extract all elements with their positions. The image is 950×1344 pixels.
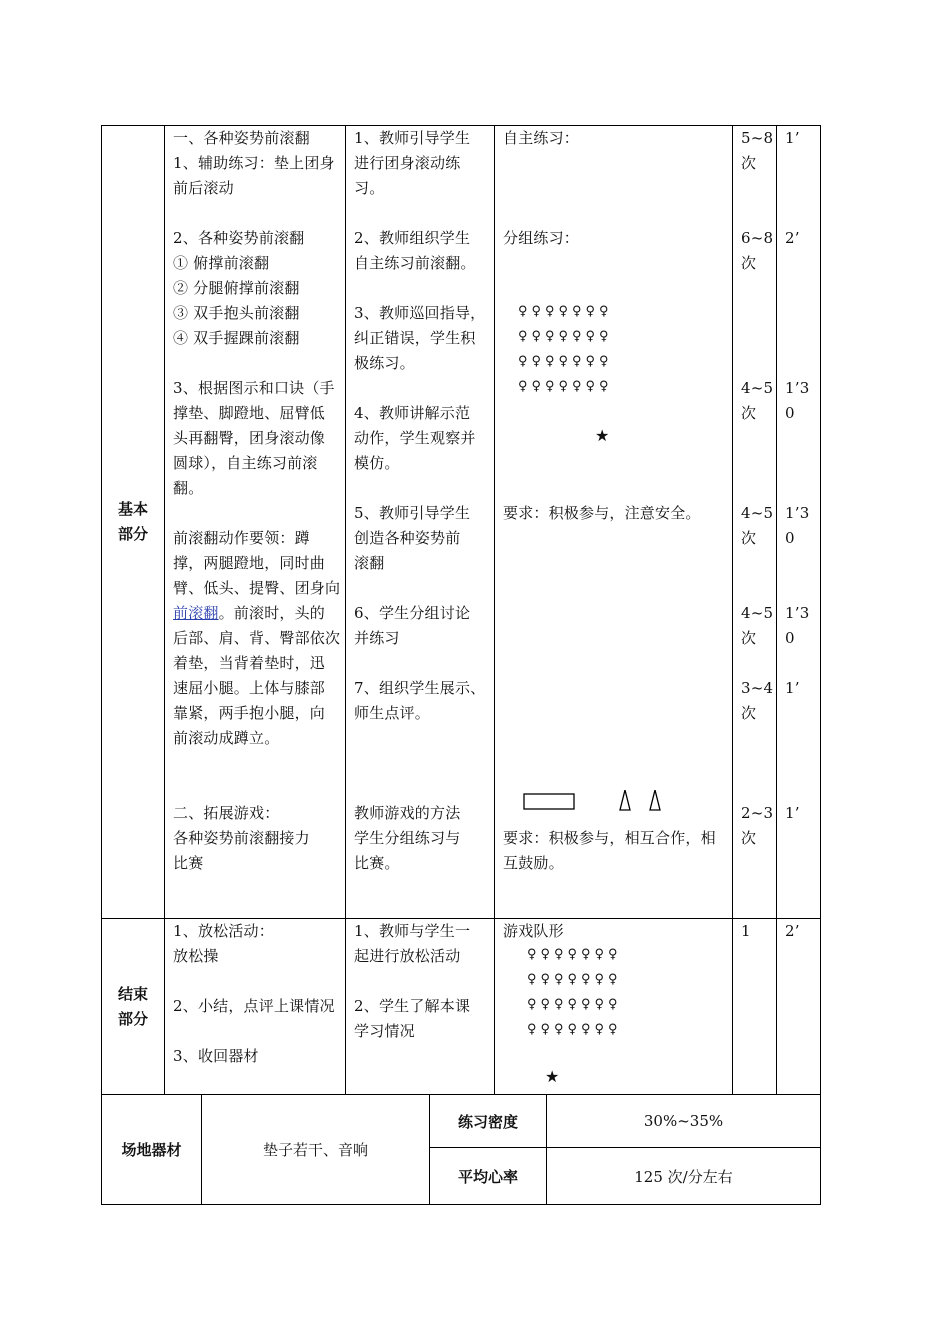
- teacher-line: 极练习。: [354, 354, 415, 372]
- formation-row: ♀♀♀♀♀♀♀: [527, 947, 622, 962]
- times-value: 次: [741, 154, 757, 172]
- teacher-line: 比赛。: [354, 854, 400, 872]
- times-value: 次: [741, 829, 757, 847]
- end-part-label: 结束 部分: [102, 919, 165, 1095]
- teacher-line: 学习情况: [354, 1022, 415, 1040]
- basic-content-cell: [165, 126, 346, 919]
- density-label: 练习密度: [430, 1095, 547, 1148]
- content-line: 前滚翻动作要领：蹲: [173, 529, 310, 547]
- content-line: ② 分腿俯撑前滚翻: [173, 279, 300, 297]
- teacher-line: 师生点评。: [354, 704, 431, 722]
- content-line: 翻。: [173, 479, 204, 497]
- content-line: 1、放松活动：: [173, 922, 274, 940]
- content-line: 靠紧，两手抱小腿，向: [173, 704, 326, 722]
- teacher-line: 并练习: [354, 629, 400, 647]
- content-line: 放松操: [173, 947, 219, 965]
- heart-rate-label: 平均心率: [430, 1148, 547, 1205]
- formation-row: ♀♀♀♀♀♀♀: [527, 997, 622, 1012]
- basic-part-row: [102, 126, 821, 919]
- teacher-line: 进行团身滚动练: [354, 154, 461, 172]
- content-line: 2、小结，点评上课情况: [173, 997, 335, 1015]
- formation-row: ♀♀♀♀♀♀♀: [518, 329, 613, 344]
- venue-summary-table: [101, 1094, 821, 1205]
- cone-icon: [620, 790, 630, 810]
- teacher-line: 3、教师巡回指导，: [354, 304, 486, 322]
- duration-value: 1’3: [785, 379, 810, 397]
- content-line: ① 俯撑前滚翻: [173, 254, 270, 272]
- formation-row: ♀♀♀♀♀♀♀: [518, 304, 613, 319]
- content-line: 3、根据图示和口诀（手: [173, 379, 335, 397]
- content-line: 速屈小腿。上体与膝部: [173, 679, 326, 697]
- basic-organization-cell: [495, 126, 733, 919]
- teacher-line: 1、教师与学生一: [354, 922, 471, 940]
- duration-value: 1’: [785, 804, 800, 822]
- teacher-line: 起进行放松活动: [354, 947, 461, 965]
- formation-row: ♀♀♀♀♀♀♀: [518, 354, 613, 369]
- forward-roll-link[interactable]: 前滚翻: [173, 604, 219, 622]
- content-line: 各种姿势前滚翻接力: [173, 829, 310, 847]
- teacher-star-icon: ★: [595, 426, 610, 445]
- teacher-line: 2、学生了解本课: [354, 997, 471, 1015]
- content-line: 二、拓展游戏：: [173, 804, 280, 822]
- teacher-line: 2、教师组织学生: [354, 229, 471, 247]
- content-line: 圆球），自主练习前滚: [173, 454, 318, 472]
- teacher-line: 习。: [354, 179, 385, 197]
- content-line: 撑垫、脚蹬地、屈臂低: [173, 404, 326, 422]
- cone-icon: [650, 790, 660, 810]
- content-line: 臂、低头、提臀、团身向: [173, 579, 341, 597]
- teacher-line: 6、学生分组讨论: [354, 604, 471, 622]
- teacher-line: 自主练习前滚翻。: [354, 254, 476, 272]
- requirement-text: 要求：积极参与，相互合作，相: [503, 829, 716, 847]
- duration-value: 2’: [785, 229, 800, 247]
- content-line: 前滚动成蹲立。: [173, 729, 280, 747]
- teacher-line: 滚翻: [354, 554, 385, 572]
- times-value: 2~3: [741, 804, 774, 822]
- end-organization-cell: [495, 919, 733, 1095]
- duration-value: 0: [785, 629, 795, 647]
- times-value: 4~5: [741, 379, 774, 397]
- times-value: 6~8: [741, 229, 774, 247]
- times-value: 5~8: [741, 129, 774, 147]
- content-line: 头再翻臀，团身滚动像: [173, 429, 326, 447]
- times-value: 4~5: [741, 604, 774, 622]
- group-practice-label: 分组练习：: [503, 229, 580, 247]
- content-line: 着垫，当背着垫时，迅: [173, 654, 326, 672]
- duration-value: 1’3: [785, 504, 810, 522]
- game-equipment-diagram: [523, 790, 673, 814]
- formation-row: ♀♀♀♀♀♀♀: [527, 972, 622, 987]
- content-line: 2、各种姿势前滚翻: [173, 229, 305, 247]
- times-value: 1: [741, 922, 751, 940]
- duration-value: 1’: [785, 129, 800, 147]
- density-value: 30%~35%: [547, 1095, 821, 1148]
- teacher-line: 模仿。: [354, 454, 400, 472]
- duration-value: 1’3: [785, 604, 810, 622]
- times-value: 次: [741, 704, 757, 722]
- basic-teacher-cell: [346, 126, 495, 919]
- end-content-cell: [165, 919, 346, 1095]
- requirement-text: 要求：积极参与，注意安全。: [503, 504, 701, 522]
- basic-times-cell: [733, 126, 777, 919]
- content-line: 撑，两腿蹬地，同时曲: [173, 554, 326, 572]
- lesson-plan-table: [101, 125, 821, 1095]
- end-teacher-cell: [346, 919, 495, 1095]
- duration-value: 0: [785, 404, 795, 422]
- content-line: 前后滚动: [173, 179, 234, 197]
- content-line: 后部、肩、背、臀部依次: [173, 629, 341, 647]
- teacher-line: 1、教师引导学生: [354, 129, 471, 147]
- content-line: 3、收回器材: [173, 1047, 259, 1065]
- basic-part-label: 基本 部分: [102, 126, 165, 919]
- end-times-cell: [733, 919, 777, 1095]
- times-value: 次: [741, 629, 757, 647]
- end-duration-cell: [777, 919, 821, 1095]
- teacher-line: 学生分组练习与: [354, 829, 461, 847]
- venue-value: 垫子若干、音响: [202, 1095, 430, 1205]
- self-practice-label: 自主练习：: [503, 129, 580, 147]
- formation-row: ♀♀♀♀♀♀♀: [518, 379, 613, 394]
- requirement-text: 互鼓励。: [503, 854, 564, 872]
- formation-row: ♀♀♀♀♀♀♀: [527, 1022, 622, 1037]
- mat-icon: [524, 794, 574, 809]
- times-value: 3~4: [741, 679, 774, 697]
- duration-value: 2’: [785, 922, 800, 940]
- content-line: ③ 双手抱头前滚翻: [173, 304, 300, 322]
- teacher-line: 7、组织学生展示、: [354, 679, 486, 697]
- content-line: 比赛: [173, 854, 204, 872]
- times-value: 次: [741, 404, 757, 422]
- times-value: 4~5: [741, 504, 774, 522]
- basic-duration-cell: [777, 126, 821, 919]
- venue-label: 场地器材: [102, 1095, 202, 1205]
- teacher-star-icon: ★: [545, 1067, 560, 1086]
- teacher-line: 创造各种姿势前: [354, 529, 461, 547]
- teacher-line: 4、教师讲解示范: [354, 404, 471, 422]
- formation-title: 游戏队形: [503, 922, 564, 940]
- teacher-line: 纠正错误，学生积: [354, 329, 476, 347]
- duration-value: 1’: [785, 679, 800, 697]
- teacher-line: 动作，学生观察并: [354, 429, 476, 447]
- teacher-line: 5、教师引导学生: [354, 504, 471, 522]
- times-value: 次: [741, 254, 757, 272]
- times-value: 次: [741, 529, 757, 547]
- heart-rate-value: 125 次/分左右: [547, 1148, 821, 1205]
- content-line: 一、各种姿势前滚翻: [173, 129, 310, 147]
- content-line: 前滚翻。前滚时，头的: [173, 604, 326, 622]
- content-line: ④ 双手握踝前滚翻: [173, 329, 300, 347]
- content-line: 1、辅助练习：垫上团身: [173, 154, 335, 172]
- duration-value: 0: [785, 529, 795, 547]
- teacher-line: 教师游戏的方法: [354, 804, 461, 822]
- end-part-row: [102, 919, 821, 1095]
